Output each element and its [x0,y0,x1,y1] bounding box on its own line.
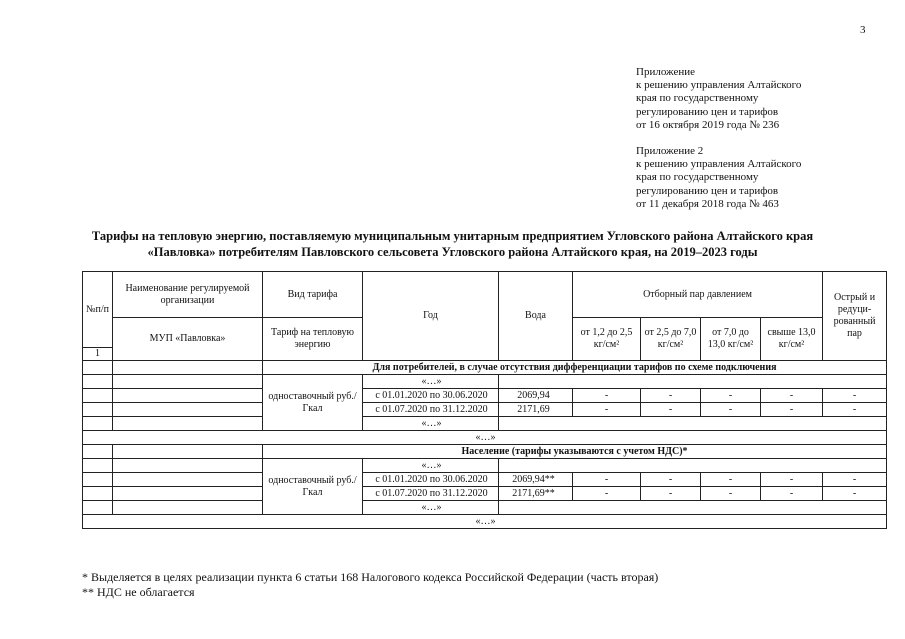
ellipsis: «…» [363,501,499,515]
dash-cell: - [761,389,823,403]
appendix-1-block [636,66,801,132]
dash-cell: - [823,487,887,501]
dash-cell: - [823,389,887,403]
table-row [83,403,887,417]
header-steam-2: от 2,5 до 7,0 кг/см² [641,318,701,361]
period-cell: с 01.01.2020 по 30.06.2020 [363,389,499,403]
tariff-label: одноставочный руб./Гкал [263,459,363,515]
dash-cell: - [573,473,641,487]
table-row [83,389,887,403]
document-title [40,229,865,260]
header-steam-1: от 1,2 до 2,5 кг/см² [573,318,641,361]
table-row [83,501,887,515]
header-row [83,272,887,318]
appendix-2-line: регулированию цен и тарифов [636,184,779,197]
ellipsis-row [83,515,887,529]
footnote-2: ** НДС не облагается [82,585,195,599]
dash-cell: - [573,403,641,417]
tariff-kind: Тариф на тепловую энергию [263,318,363,361]
dash-cell: - [641,389,701,403]
dash-cell: - [823,403,887,417]
header-type: Вид тарифа [263,272,363,318]
appendix-1-line: регулированию цен и тарифов [636,105,779,118]
table-row [83,487,887,501]
table-row [83,473,887,487]
title-line-2: «Павловка» потребителям Павловского сельсовета Угловского района Алтайского края, на 2019–2023 годы [147,244,758,259]
water-value: 2069,94** [499,473,573,487]
table-row [83,375,887,389]
section-row [83,361,887,375]
section-1-heading: Для потребителей, в случае отсутствия дифференциации тарифов по схеме подключения [263,361,887,375]
appendix-2-block [636,145,801,211]
dash-cell: - [701,403,761,417]
dash-cell: - [573,389,641,403]
tariff-table [82,271,887,529]
title-line-1: Тарифы на тепловую энергию, поставляемую муниципальным унитарным предприятием Угловского района Алтайского края [91,229,814,243]
section-2-heading: Население (тарифы указываются с учетом НДС)* [263,445,887,459]
appendix-1-line: к решению управления Алтайского [636,79,802,92]
header-year: Год [363,272,499,361]
period-cell: с 01.07.2020 по 31.12.2020 [363,487,499,501]
header-sharp-steam: Острый и редуци-рованный пар [823,272,887,361]
appendix-2-line: к решению управления Алтайского [636,158,802,171]
appendix-1-line: Приложение [636,66,696,78]
water-value: 2069,94 [499,389,573,403]
dash-cell: - [761,403,823,417]
table-row [83,417,887,431]
header-org: Наименование регулируемой организации [113,272,263,318]
dash-cell: - [641,473,701,487]
footnote-1: * Выделяется в целях реализации пункта 6 статьи 168 Налогового кодекса Российской Федерации (часть вторая) [82,570,659,584]
page-number: 3 [860,24,866,36]
ellipsis-row [83,431,887,445]
appendix-2-line: от 11 декабря 2018 года № 463 [636,197,779,210]
dash-cell: - [573,487,641,501]
period-cell: с 01.01.2020 по 30.06.2020 [363,473,499,487]
header-steam-4: свыше 13,0 кг/см² [761,318,823,361]
appendix-1-line: от 16 октября 2019 года № 236 [636,118,780,131]
tariff-label: одноставочный руб./Гкал [263,375,363,431]
header-num: №п/п [83,272,113,348]
header-steam: Отборный пар давлением [573,272,823,318]
row-number: 1 [83,348,113,361]
period-cell: с 01.07.2020 по 31.12.2020 [363,403,499,417]
ellipsis: «…» [363,459,499,473]
dash-cell: - [701,389,761,403]
org-name: МУП «Павловка» [113,318,263,361]
ellipsis: «…» [363,375,499,389]
header-steam-3: от 7,0 до 13,0 кг/см² [701,318,761,361]
water-value: 2171,69 [499,403,573,417]
appendix-2-line: края по государственному [636,171,759,184]
dash-cell: - [641,403,701,417]
dash-cell: - [761,487,823,501]
dash-cell: - [641,487,701,501]
ellipsis: «…» [83,431,887,445]
dash-cell: - [823,473,887,487]
dash-cell: - [701,487,761,501]
appendix-2-line: Приложение 2 [636,145,704,157]
dash-cell: - [701,473,761,487]
appendix-1-line: края по государственному [636,92,759,105]
ellipsis: «…» [83,515,887,529]
table-row [83,459,887,473]
header-water: Вода [499,272,573,361]
dash-cell: - [761,473,823,487]
water-value: 2171,69** [499,487,573,501]
section-row [83,445,887,459]
ellipsis: «…» [363,417,499,431]
